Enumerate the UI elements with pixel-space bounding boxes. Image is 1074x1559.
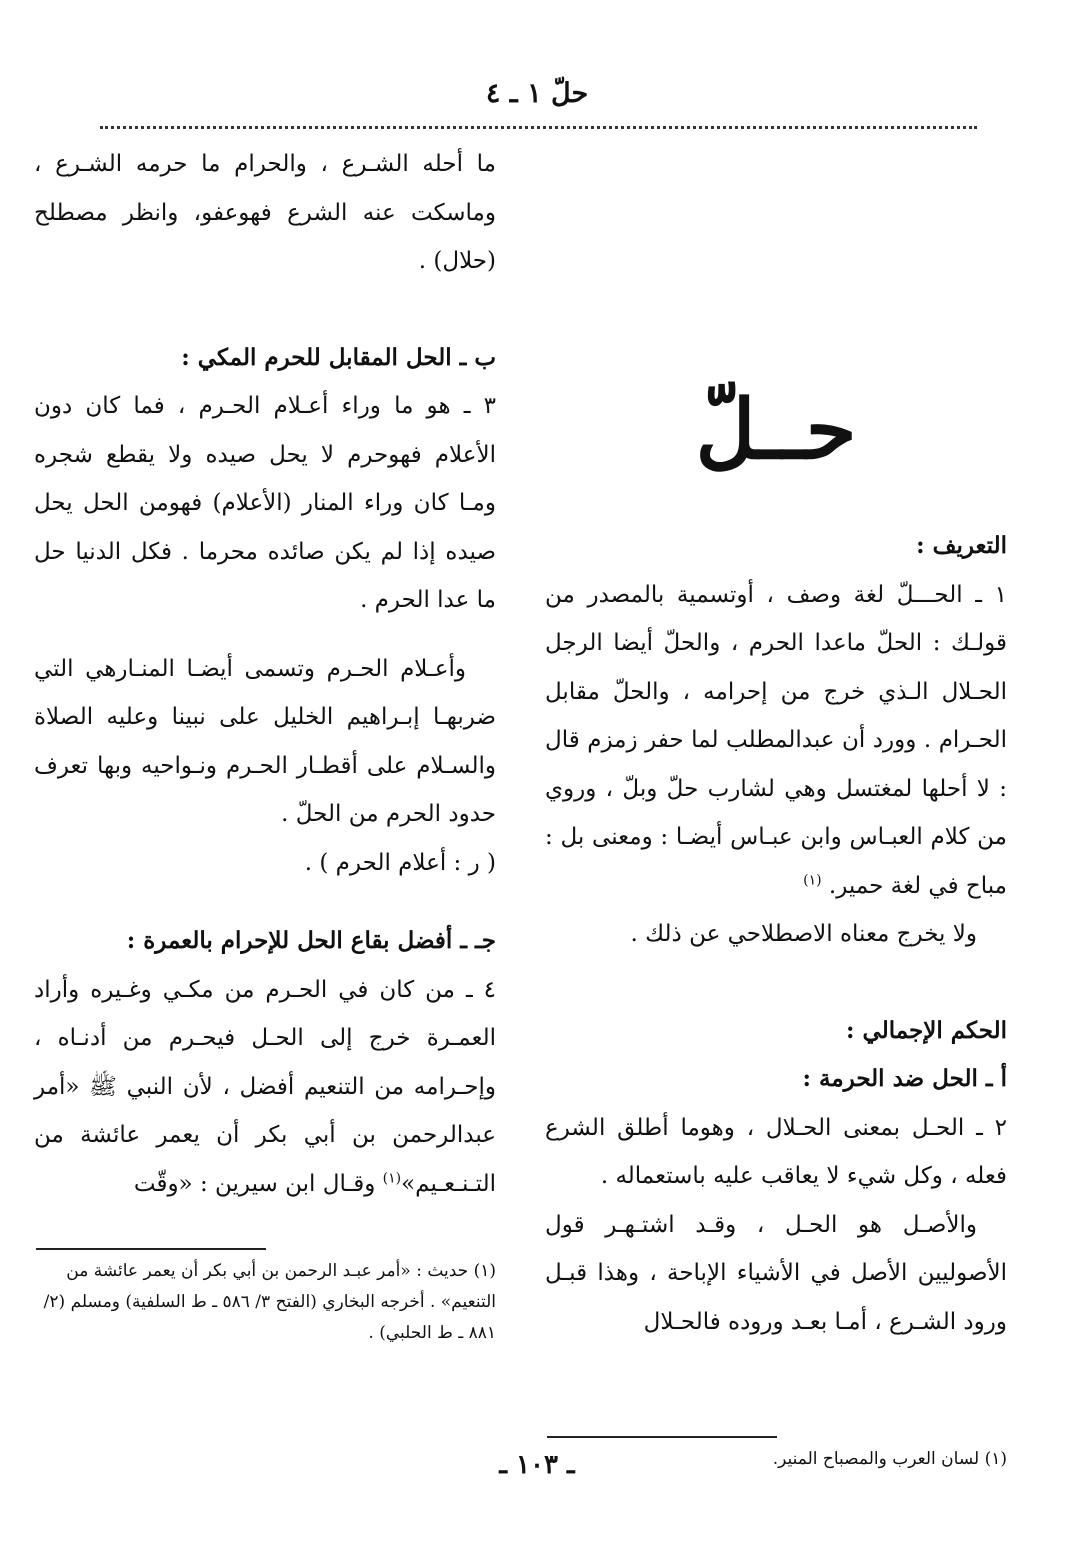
definition-paragraph	[545, 571, 1007, 911]
right-column	[545, 140, 1007, 1480]
definition-text: ١ ـ الحـــلّ لغة وصف ، أوتسمية بالمصدر من قولـك : الحلّ ماعدا الحرم ، والحلّ أيضا الرجل الحـلال الـذي خرج من إحرامه ، والحلّ مقابل الحـرام . وورد أن عبدالمطلب لما حفر زمزم قال : لا أحلها لمغتسل وهي لشارب حلّ وبلّ ، وروي من كلام العبـاس وابن عبـاس أيضـا : ومعنى بل : مباح في لغة حمير.	[545, 581, 1007, 899]
footnote: (١) حديث : «أمر عبـد الرحمن بن أبي بكر أن يعمر عائشة من التنعيم» . أخرجه البخاري (الفتح ٣/ ٥٨٦ ـ ط السلفية) ومسلم (٢/ ٨٨١ ـ ط الحلبي) .	[43, 1261, 496, 1343]
footnote-ref: (١)	[382, 1169, 402, 1186]
running-header: حلّ ١ ـ ٤	[485, 78, 589, 109]
header-dotted-rule	[100, 126, 977, 129]
entry-title: حــلّ	[695, 382, 857, 478]
paragraph-2: ٢ ـ الحـل بمعنى الحـلال ، وهوما أطلق الشرع فعله ، وكل شيء لا يعاقب عليه باستعماله .	[545, 1114, 1007, 1189]
left-column	[34, 140, 496, 1480]
continued-paragraph: ما أحله الشـرع ، والحرام ما حرمه الشـرع ، وماسكت عنه الشرع فهوعفو، وانظر مصطلح (حلال) .	[34, 151, 496, 274]
ruling-heading: الحكم الإجمالي :	[846, 1016, 1007, 1044]
page-number: ـ ١٠٣ ـ	[499, 1450, 575, 1480]
subheading-a: أ ـ الحل ضد الحرمة :	[802, 1065, 1007, 1092]
definition-paragraph-2: ولا يخرج معناه الاصطلاحي عن ذلك .	[630, 921, 977, 947]
cross-reference: ( ر : أعلام الحرم ) .	[304, 849, 496, 876]
paragraph-4-text: ٤ ـ من كان في الحـرم من مكـي وغـيره وأراد العمـرة خرج إلى الحـل فيحـرم من أدنـاه ، وإحـرامه من التنعيم أفضل ، لأن النبي ﷺ «أمر عبدالرحمن بن أبي بكر أن يعمر عائشة من التـنـعـيم»	[34, 976, 496, 1197]
paragraph-3b: وأعـلام الحـرم وتسمى أيضـا المنـارهي التي ضربهـا إبـراهيم الخليل على نبينا وعليه الصلاة والسـلام على أقطـار الحـرم ونـواحيه وبها تعرف حدود الحرم من الحلّ .	[34, 655, 496, 827]
paragraph-3: ٣ ـ هو ما وراء أعـلام الحـرم ، فما كان دون الأعلام فهوحرم لا يحل صيده ولا يقطع شجره ومـا كان وراء المنار (الأعلام) فهومن الحل يحل صيده إذا لم يكن صائده محرما . فكل الدنيا حل ما عدا الحرم .	[34, 393, 496, 613]
paragraph-2b: والأصـل هو الحـل ، وقـد اشتـهـر قول الأصوليين الأصل في الأشياء الإباحة ، وهذا قبـل ورود الشـرع ، أمـا بعـد وروده فالحـلال	[545, 1211, 1007, 1335]
paragraph-4-end: وقـال ابن سيرين : «وقّت	[133, 1170, 376, 1197]
footnote-ref: (١)	[803, 871, 822, 888]
paragraph-4	[34, 966, 496, 1209]
subheading-c: جـ ـ أفضل بقاع الحل للإحرام بالعمرة :	[126, 927, 496, 954]
footnote: (١) لسان العرب والمصباح المنير.	[772, 1449, 1007, 1469]
footnote-rule	[36, 1248, 266, 1250]
definition-heading: التعريف :	[916, 532, 1007, 559]
subheading-b: ب ـ الحل المقابل للحرم المكي :	[181, 343, 496, 371]
footnote-rule	[547, 1436, 777, 1438]
